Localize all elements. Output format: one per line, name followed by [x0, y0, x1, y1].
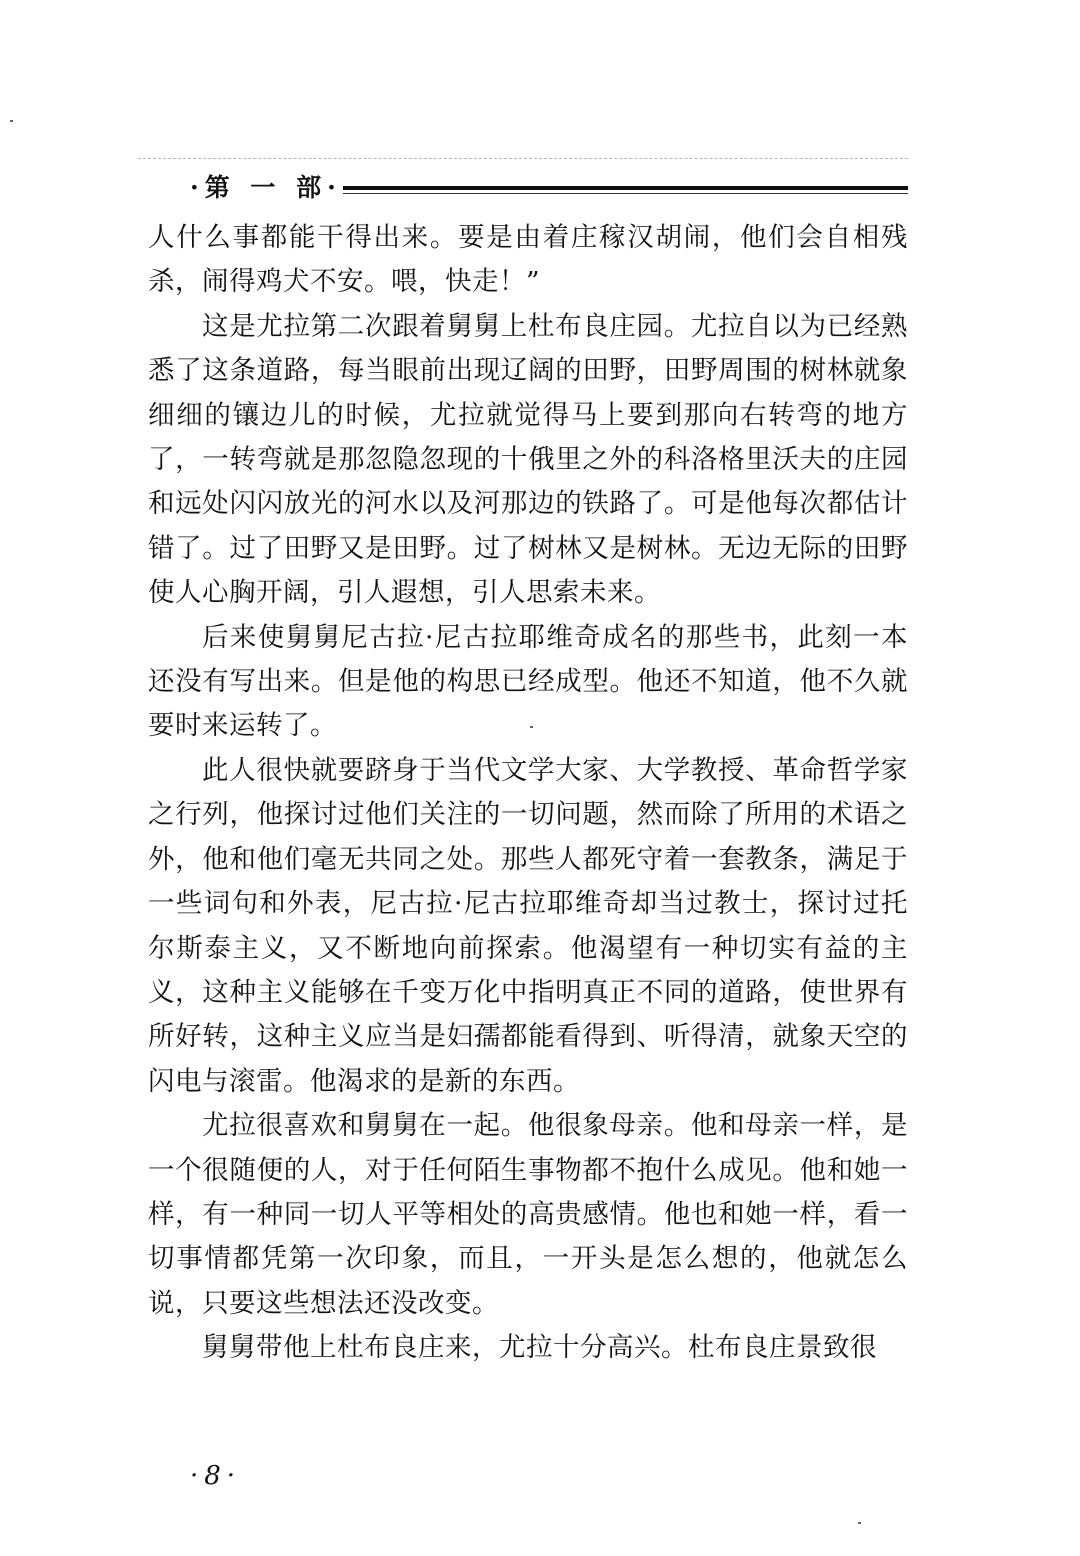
body-text: [148, 216, 908, 1371]
page-number: ·8·: [190, 1461, 242, 1491]
paragraph: 此人很快就要跻身于当代文学大家、大学教授、革命哲学家之行列，他探讨过他们关注的一切问题，然而除了所用的术语之外，他和他们毫无共同之处。那些人都死守着一套教条，满足于一些词句和外表，尼古拉·尼古拉耶维奇却当过教士，探讨过托尔斯泰主义，又不断地向前探索。他渴望有一种切实有益的主义，这种主义能够在千变万化中指明真正不同的道路，使世界有所好转，这种主义应当是妇孺都能看得到、听得清，就象天空的闪电与滚雷。他渴求的是新的东西。: [148, 754, 908, 1097]
section-title: ·第 一 部·: [190, 173, 342, 202]
scan-speck: [10, 120, 13, 122]
header-rule-thin: [343, 193, 908, 194]
paragraph: 舅舅带他上杜布良庄来，尤拉十分高兴。杜布良庄景致很: [202, 1332, 877, 1364]
running-header: [148, 166, 908, 210]
header-scan-dots: [138, 158, 908, 163]
scan-speck: [530, 726, 533, 728]
paragraph: 后来使舅舅尼古拉·尼古拉耶维奇成名的那些书，此刻一本还没有写出来。但是他的构思已经成型。他还不知道，他不久就要时来运转了。: [148, 621, 908, 742]
scan-speck: [858, 1522, 861, 1524]
paragraph: 这是尤拉第二次跟着舅舅上杜布良庄园。尤拉自以为已经熟悉了这条道路，每当眼前出现辽阔的田野，田野周围的树林就象细细的镶边儿的时候，尤拉就觉得马上要到那向右转弯的地方了，一转弯就是那忽隐忽现的十俄里之外的科洛格里沃夫的庄园和远处闪闪放光的河水以及河那边的铁路了。可是他每次都估计错了。过了田野又是田野。过了树林又是树林。无边无际的田野使人心胸开阔，引人遐想，引人思索未来。: [148, 310, 908, 609]
paragraph-continuation: 人什么事都能干得出来。要是由着庄稼汉胡闹，他们会自相残杀，闹得鸡犬不安。喂，快走！”: [148, 222, 908, 298]
paragraph: 尤拉很喜欢和舅舅在一起。他很象母亲。他和母亲一样，是一个很随便的人，对于任何陌生事物都不抱什么成见。他和她一样，有一种同一切人平等相处的高贵感情。他也和她一样，看一切事情都凭第一次印象，而且，一开头是怎么想的，他就怎么说，只要这些想法还没改变。: [148, 1110, 908, 1319]
header-rule: [343, 186, 908, 190]
